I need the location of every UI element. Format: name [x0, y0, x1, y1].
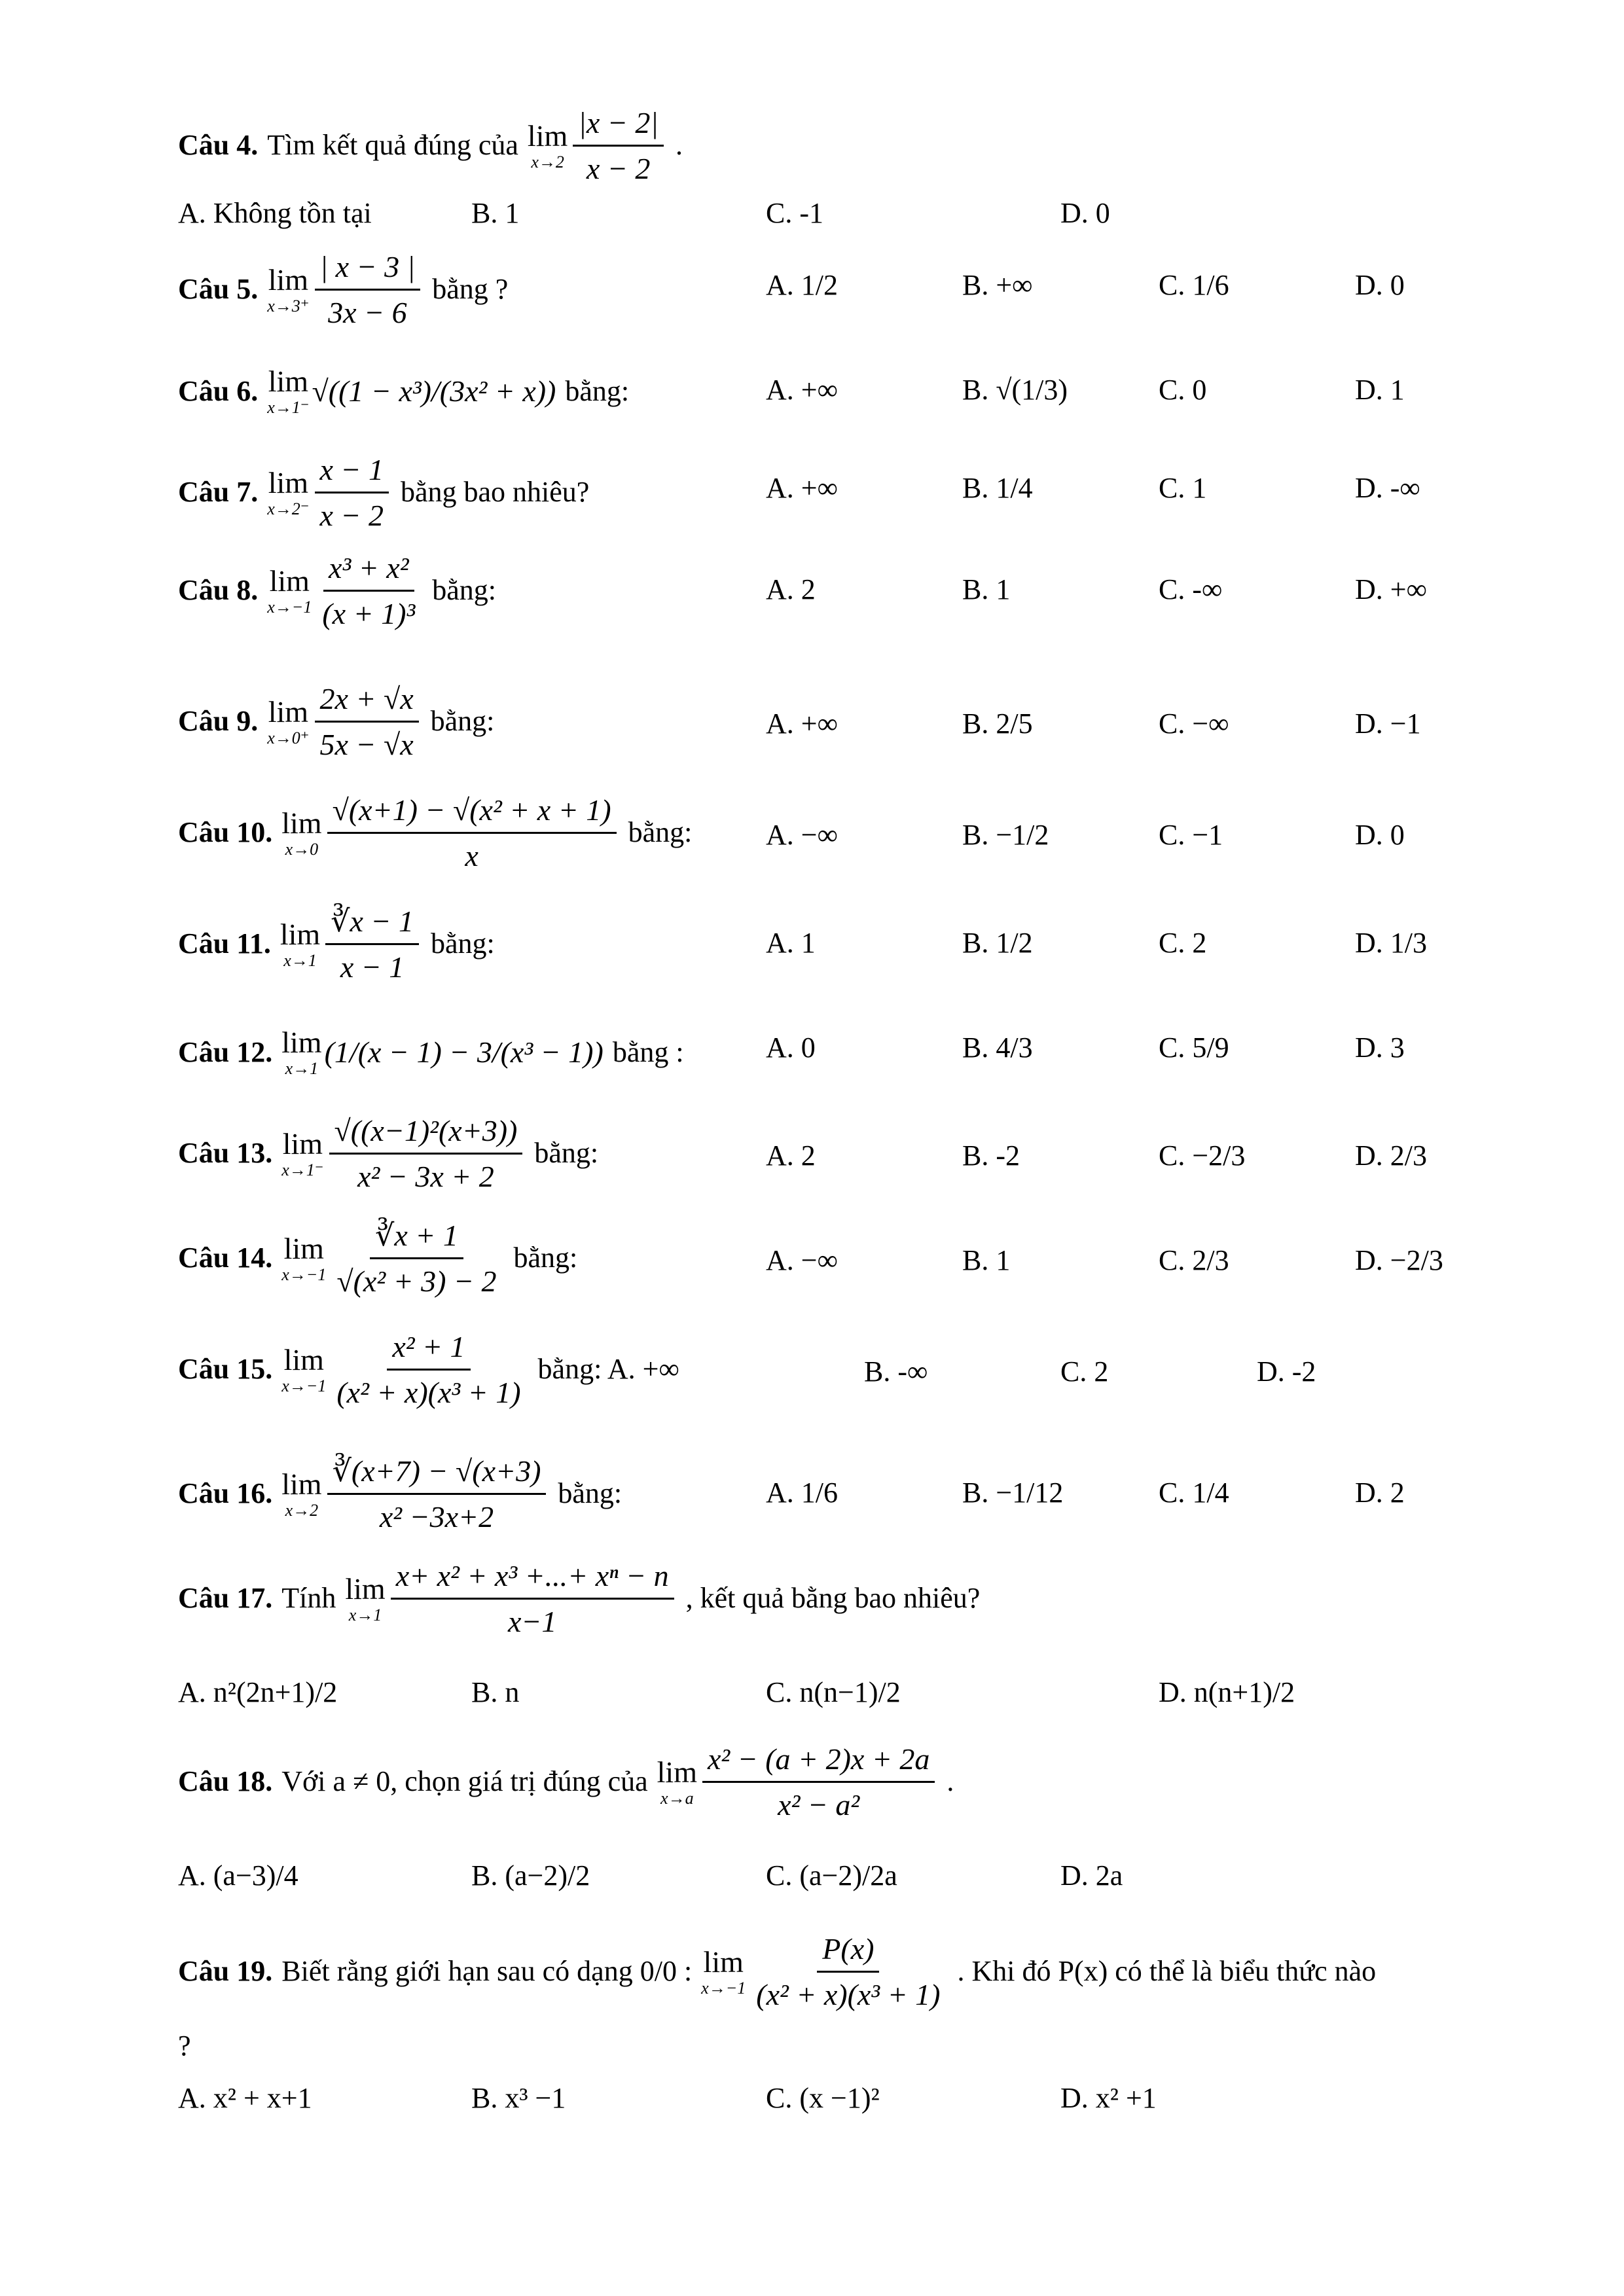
question-stem: Câu 5. lim x→3⁺ $\frac{| x - 3 |}{3x - 6}$ bằng ? — [178, 249, 508, 331]
limit-subscript: x→1 — [348, 1605, 382, 1624]
question-label: Câu 19. — [178, 1955, 273, 1988]
limit-subscript: x→a — [660, 1788, 694, 1808]
question-post-text: . Khi đó P(x) có thể là biểu thức nào — [957, 1955, 1377, 1988]
question-stem: Câu 7. lim x→2⁻ $\frac{x - 1}{x - 2}$ bằng bao nhiêu? — [178, 452, 589, 533]
question-18 — [178, 1741, 1545, 1826]
denominator: 5x − √x — [319, 728, 414, 762]
limit-subscript: x→−1 — [281, 1376, 327, 1395]
numerator: ∛x − 1 — [325, 903, 419, 945]
option-a[interactable]: A. x² + x+1 — [178, 2082, 312, 2114]
question-post-text: bằng: — [513, 1242, 578, 1274]
option-d[interactable]: D. n(n+1)/2 — [1159, 1676, 1295, 1708]
option-b[interactable]: B. 1/2 — [962, 927, 1033, 959]
radical-expression: √((1 − x³)/(3x² + x)) — [312, 374, 556, 408]
option-c[interactable]: C. 1/4 — [1159, 1477, 1229, 1509]
question-post-text: bằng: — [534, 1137, 599, 1170]
question-19-options — [178, 2081, 1545, 2121]
question-label: Câu 14. — [178, 1242, 273, 1274]
numerator: ∛x + 1 — [370, 1217, 463, 1259]
limit-subscript: x→−1 — [701, 1978, 746, 1998]
question-label: Câu 6. — [178, 374, 259, 407]
option-a[interactable]: A. −∞ — [766, 1244, 838, 1276]
option-a[interactable]: A. Không tồn tại — [178, 197, 372, 229]
question-post-text: bằng: A. +∞ — [537, 1353, 679, 1386]
limit-subscript: x→1 — [285, 1059, 319, 1078]
question-post-text: . — [947, 1765, 954, 1798]
question-post-text: , kết quả bằng bao nhiêu? — [685, 1582, 981, 1615]
option-a[interactable]: A. +∞ — [766, 374, 838, 406]
option-c[interactable]: C. (a−2)/2a — [766, 1859, 897, 1892]
option-c[interactable]: C. -∞ — [1159, 573, 1223, 605]
question-label: Câu 15. — [178, 1353, 273, 1386]
option-b[interactable]: B. −1/2 — [962, 819, 1049, 851]
option-d[interactable]: D. −2/3 — [1355, 1244, 1443, 1276]
question-10 — [178, 792, 1545, 884]
question-post-text: bằng: — [628, 816, 693, 849]
option-a[interactable]: A. (a−3)/4 — [178, 1859, 298, 1892]
question-stem: Câu 8. lim x→−1 $\frac{\text{x³ + x²}}{\text{(x + 1)³}}$ bằng: — [178, 550, 496, 632]
option-c[interactable]: C. 0 — [1159, 374, 1207, 406]
question-label: Câu 11. — [178, 927, 271, 960]
option-a[interactable]: A. 2 — [766, 573, 816, 605]
option-d[interactable]: D. -2 — [1257, 1355, 1316, 1388]
option-a[interactable]: A. 0 — [766, 1031, 816, 1064]
question-7 — [178, 452, 1545, 533]
option-b[interactable]: B. -2 — [962, 1139, 1020, 1172]
option-d[interactable]: D. 1 — [1355, 374, 1405, 406]
question-stem: Câu 10. lim x→0 $\frac{\text{√(x+1) − √(x² + x + 1)}}{x}$ bằng: — [178, 792, 692, 874]
question-12 — [178, 1008, 1545, 1093]
question-post-text: bằng bao nhiêu? — [400, 476, 590, 509]
question-16 — [178, 1453, 1545, 1545]
option-c[interactable]: C. (x −1)² — [766, 2082, 880, 2114]
limit-subscript: x→2⁻ — [267, 499, 310, 518]
numerator: √(x+1) − √(x² + x + 1) — [327, 792, 617, 834]
option-c[interactable]: C. 1 — [1159, 472, 1207, 504]
question-post-text: bằng ? — [432, 273, 509, 306]
option-b[interactable]: B. 4/3 — [962, 1031, 1033, 1064]
question-pre-text: Tìm kết quả đúng của — [267, 129, 518, 162]
question-label: Câu 17. — [178, 1582, 273, 1615]
option-c[interactable]: C. 2/3 — [1159, 1244, 1229, 1276]
question-label: Câu 5. — [178, 273, 259, 306]
option-c[interactable]: C. 2 — [1159, 927, 1207, 959]
option-b[interactable]: B. n — [471, 1676, 520, 1708]
denominator: √(x² + 3) − 2 — [336, 1265, 497, 1299]
limit-subscript: x→1⁻ — [267, 398, 310, 417]
question-stem: Câu 6. lim x→1⁻ √((1 − x³)/(3x² + x)) bằng: — [178, 365, 630, 417]
option-a[interactable]: A. +∞ — [766, 472, 838, 504]
question-pre-text: Tính — [281, 1582, 336, 1615]
numerator: x³ + x² — [323, 550, 414, 592]
question-stem: Câu 13. lim x→1⁻ $\frac{\text{√((x−1)²(x+3))}}{\text{x² − 3x + 2}}$ bằng: — [178, 1113, 598, 1194]
option-b[interactable]: B. 1 — [962, 573, 1011, 605]
question-pre-text: Biết rằng giới hạn sau có dạng 0/0 : — [281, 1955, 693, 1988]
numerator: x² + 1 — [387, 1329, 470, 1371]
question-stem: Câu 12. lim x→1 (1/(x − 1) − 3/(x³ − 1)) bằng : — [178, 1026, 684, 1078]
limit-subscript: x→−1 — [267, 597, 312, 617]
denominator: x − 2 — [586, 152, 651, 186]
question-8 — [178, 550, 1545, 648]
question-stem: Câu 17. Tính lim x→1 $\frac{\text{x+ x² + x³ +...+ xⁿ − n}}{x-1}$ , kết quả bằng bao nhiêu? — [178, 1558, 980, 1640]
limit-subscript: x→2 — [285, 1500, 319, 1520]
numerator: √((x−1)²(x+3)) — [329, 1113, 523, 1155]
option-d[interactable]: D. 3 — [1355, 1031, 1405, 1064]
question-post-text: bằng: — [558, 1477, 623, 1510]
question-label: Câu 9. — [178, 705, 259, 738]
option-d[interactable]: D. x² +1 — [1060, 2082, 1157, 2114]
question-post-text: bằng : — [612, 1035, 684, 1068]
limit-subscript: x→1⁻ — [281, 1160, 324, 1179]
question-18-options — [178, 1859, 1545, 1898]
option-a[interactable]: A. n²(2n+1)/2 — [178, 1676, 338, 1708]
question-post-text: bằng: — [432, 574, 496, 607]
option-b[interactable]: B. √(1/3) — [962, 374, 1068, 406]
option-b[interactable]: B. 1 — [962, 1244, 1011, 1276]
option-a[interactable]: A. 1/2 — [766, 269, 838, 301]
option-a[interactable]: A. 1 — [766, 927, 816, 959]
option-d[interactable]: D. 2a — [1060, 1859, 1123, 1892]
option-b[interactable]: B. −1/12 — [962, 1477, 1064, 1509]
limit-subscript: x→−1 — [281, 1265, 327, 1284]
option-a[interactable]: A. 2 — [766, 1139, 816, 1172]
question-14 — [178, 1217, 1545, 1309]
question-post-text: bằng: — [565, 374, 630, 407]
question-stem: Câu 4. Tìm kết quả đúng của lim x→2 $\frac{|x - 2|}{x - 2}$ . — [178, 105, 683, 187]
question-4 — [178, 105, 1545, 190]
option-d[interactable]: D. 1/3 — [1355, 927, 1427, 959]
option-c[interactable]: C. 1/6 — [1159, 269, 1229, 301]
question-stem: Câu 9. lim x→0⁺ $\frac{2x + √x}{5x - √x}$ bằng: — [178, 681, 494, 762]
question-15 — [178, 1329, 1545, 1427]
question-13 — [178, 1113, 1545, 1204]
question-post-text: bằng: — [430, 705, 495, 738]
question-continuation: ? — [178, 2030, 191, 2062]
numerator: | x − 3 | — [315, 249, 421, 291]
limit-subscript: x→2 — [531, 152, 564, 171]
option-d[interactable]: D. -∞ — [1355, 472, 1420, 504]
option-d[interactable]: D. 0 — [1355, 269, 1405, 301]
question-stem: Câu 15. lim x→−1 $\frac{\text{x² + 1}}{\text{(x² + x)(x³ + 1)}}$ bằng: A. +∞ — [178, 1329, 679, 1410]
question-5 — [178, 249, 1545, 330]
bracket-expression: (1/(x − 1) − 3/(x³ − 1)) — [324, 1035, 604, 1069]
option-c[interactable]: C. -1 — [766, 197, 823, 229]
question-6 — [178, 347, 1545, 432]
question-17-options — [178, 1676, 1545, 1715]
question-post-text: . — [676, 129, 683, 162]
question-9 — [178, 681, 1545, 766]
denominator: x − 2 — [319, 499, 384, 533]
option-a[interactable]: A. +∞ — [766, 708, 838, 740]
question-label: Câu 10. — [178, 816, 273, 849]
denominator: x² −3x+2 — [379, 1500, 494, 1534]
question-label: Câu 13. — [178, 1137, 273, 1170]
question-19 — [178, 1931, 1545, 2075]
question-label: Câu 18. — [178, 1765, 273, 1798]
option-c[interactable]: C. −2/3 — [1159, 1139, 1246, 1172]
option-c[interactable]: C. n(n−1)/2 — [766, 1676, 901, 1708]
question-4-options — [178, 196, 1545, 236]
denominator: (x² + x)(x³ + 1) — [756, 1978, 941, 2012]
denominator: (x + 1)³ — [322, 597, 416, 631]
option-d[interactable]: D. 2/3 — [1355, 1139, 1427, 1172]
denominator: x² − a² — [778, 1788, 860, 1822]
option-a[interactable]: A. 1/6 — [766, 1477, 838, 1509]
option-b[interactable]: B. -∞ — [864, 1355, 928, 1388]
numerator: |x − 2| — [573, 105, 664, 147]
option-c[interactable]: C. −1 — [1159, 819, 1223, 851]
limit-subscript: x→1 — [283, 950, 317, 970]
question-label: Câu 7. — [178, 476, 259, 509]
question-pre-text: Với a ≠ 0, chọn giá trị đúng của — [281, 1765, 648, 1798]
denominator: x−1 — [507, 1605, 557, 1639]
option-b[interactable]: B. +∞ — [962, 269, 1033, 301]
denominator: x — [465, 839, 478, 873]
option-c[interactable]: C. 2 — [1060, 1355, 1109, 1388]
denominator: 3x − 6 — [328, 296, 407, 330]
option-c[interactable]: C. −∞ — [1159, 708, 1229, 740]
option-d[interactable]: D. 0 — [1060, 197, 1110, 229]
option-d[interactable]: D. +∞ — [1355, 573, 1427, 605]
limit-subscript: x→0⁺ — [267, 728, 310, 747]
question-label: Câu 12. — [178, 1035, 273, 1068]
numerator: x² − (a + 2)x + 2a — [702, 1741, 935, 1783]
option-a[interactable]: A. −∞ — [766, 819, 838, 851]
denominator: x² − 3x + 2 — [357, 1160, 494, 1194]
denominator: (x² + x)(x³ + 1) — [336, 1376, 521, 1410]
option-b[interactable]: B. 2/5 — [962, 708, 1033, 740]
option-d[interactable]: D. 2 — [1355, 1477, 1405, 1509]
option-c[interactable]: C. 5/9 — [1159, 1031, 1229, 1064]
option-b[interactable]: B. 1/4 — [962, 472, 1033, 504]
denominator: x − 1 — [340, 950, 405, 984]
numerator: 2x + √x — [315, 681, 419, 723]
limit-subscript: x→0 — [285, 839, 319, 859]
option-b[interactable]: B. x³ −1 — [471, 2082, 566, 2114]
option-b[interactable]: B. (a−2)/2 — [471, 1859, 590, 1892]
question-stem: Câu 18. Với a ≠ 0, chọn giá trị đúng của lim x→a $\frac{\text{x² − (a + 2)x + 2a}}{\text{x² − a²}}$ . — [178, 1741, 954, 1823]
question-stem: Câu 19. Biết rằng giới hạn sau có dạng 0/0 : lim x→−1 $\frac{P(x)}{\text{(x² + x)(x³ + 1)}}$ . Khi đó P(x) có thể là biểu thức nào — [178, 1931, 1376, 2013]
numerator: x+ x² + x³ +...+ xⁿ − n — [391, 1558, 674, 1600]
question-stem: Câu 16. lim x→2 $\frac{∛(x+7) - √(x+3)}{\text{x² −3x+2}}$ bằng: — [178, 1453, 622, 1535]
question-stem: Câu 14. lim x→−1 $\frac{∛x + 1}{\text{√(x² + 3) − 2}}$ bằng: — [178, 1217, 577, 1299]
question-label: Câu 16. — [178, 1477, 273, 1510]
question-post-text: bằng: — [430, 927, 495, 960]
question-label: Câu 8. — [178, 574, 259, 607]
numerator: x − 1 — [315, 452, 389, 493]
question-11 — [178, 903, 1545, 988]
question-17 — [178, 1558, 1545, 1643]
numerator: ∛(x+7) − √(x+3) — [327, 1453, 547, 1495]
question-stem: Câu 11. lim x→1 $\frac{∛x - 1}{x - 1}$ bằng: — [178, 903, 495, 985]
question-label: Câu 4. — [178, 129, 259, 162]
limit-subscript: x→3⁺ — [267, 296, 310, 315]
option-d[interactable]: D. 0 — [1355, 819, 1405, 851]
numerator: P(x) — [817, 1931, 879, 1973]
option-b[interactable]: B. 1 — [471, 197, 520, 229]
option-d[interactable]: D. −1 — [1355, 708, 1421, 740]
